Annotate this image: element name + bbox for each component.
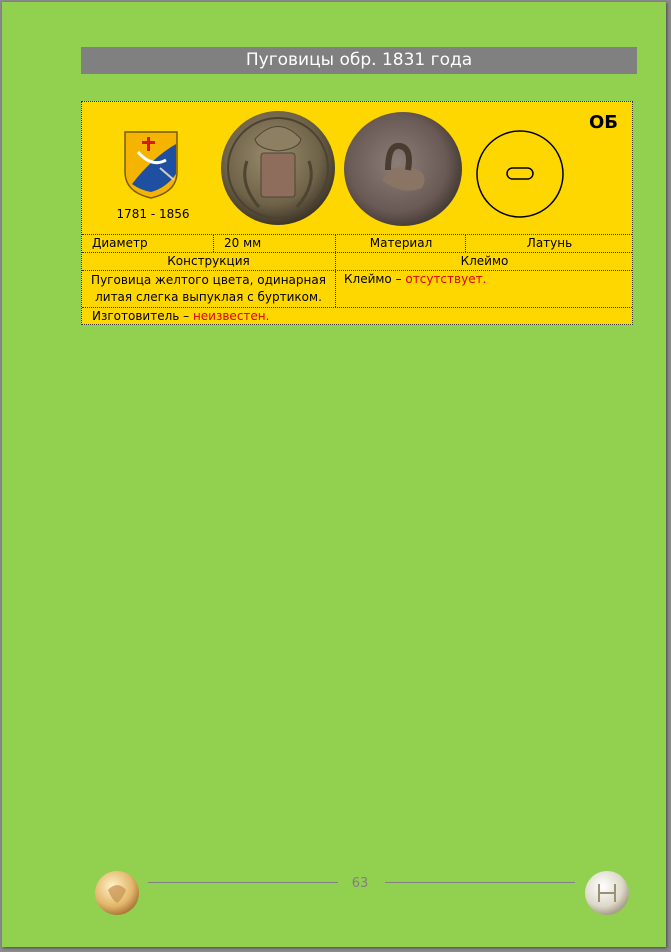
diameter-value: 20 мм <box>224 236 262 250</box>
footer-line-left <box>148 882 338 883</box>
page-title: Пуговицы обр. 1831 года <box>81 47 637 74</box>
diameter-label: Диаметр <box>92 236 148 250</box>
button-card <box>81 101 633 325</box>
table-row <box>82 234 632 252</box>
images-row <box>82 102 632 234</box>
type-badge: ОБ <box>588 112 618 133</box>
button-front-photo <box>219 109 337 227</box>
construction-label: Конструкция <box>167 254 250 268</box>
construction-text: Пуговица желтого цвета, одинарная литая слегка выпуклая с буртиком. <box>91 273 326 304</box>
maker-text <box>92 309 269 323</box>
years-label: 1781 - 1856 <box>116 207 190 221</box>
maker-prefix: Изготовитель – <box>92 309 193 323</box>
material-label: Материал <box>369 236 433 250</box>
spec-table <box>82 234 632 325</box>
monogram-button-icon <box>584 870 630 916</box>
mark-value: отсутствует. <box>405 272 487 286</box>
maker-value: неизвестен. <box>192 309 270 323</box>
footer-line-right <box>385 882 575 883</box>
mark-label: Клеймо <box>460 254 509 268</box>
mark-text <box>344 272 486 286</box>
table-row <box>82 252 632 270</box>
button-back-photo <box>342 110 464 228</box>
eagle-button-icon <box>94 870 140 916</box>
back-diagram-icon <box>474 128 566 220</box>
material-value: Латунь <box>526 236 573 250</box>
page-number: 63 <box>351 876 369 891</box>
table-row <box>82 270 632 307</box>
mark-prefix: Клеймо – <box>344 272 406 286</box>
table-row <box>82 307 632 325</box>
coat-of-arms-icon <box>122 130 180 200</box>
